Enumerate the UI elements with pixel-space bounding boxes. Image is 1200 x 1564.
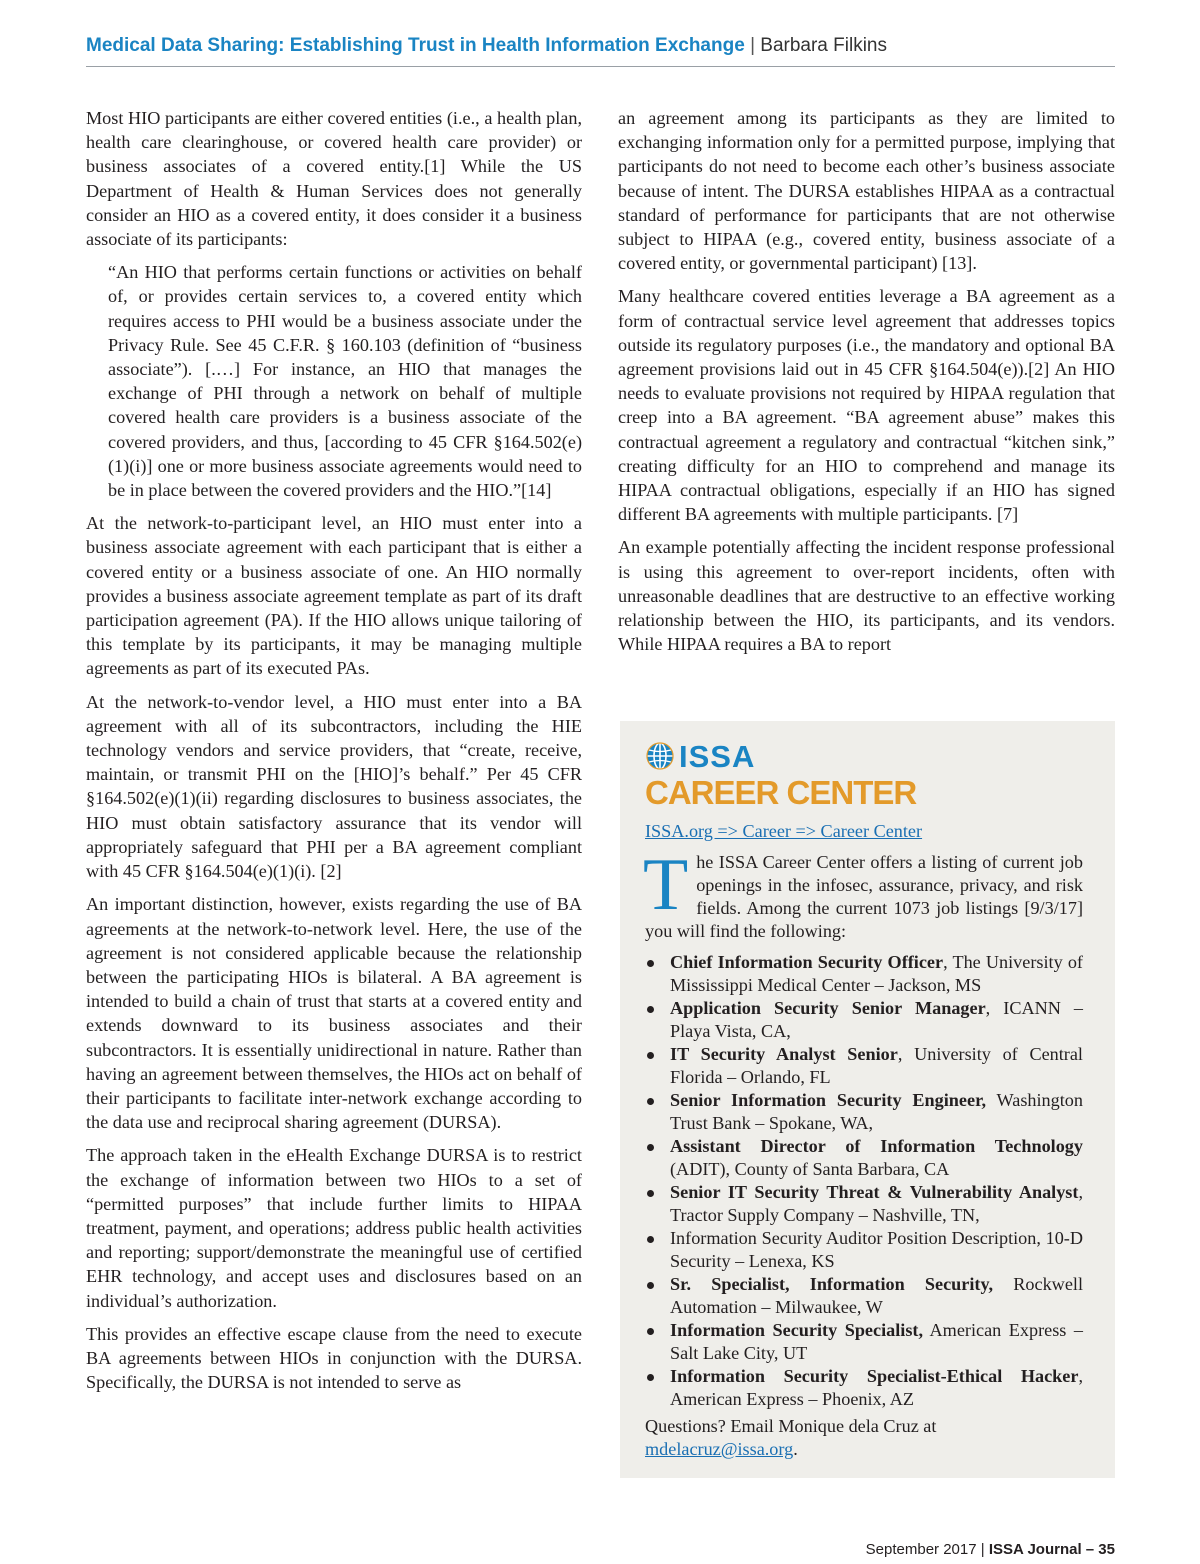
globe-icon xyxy=(645,741,675,771)
job-item xyxy=(645,1089,1083,1135)
right-column xyxy=(618,106,1115,665)
article-author: Barbara Filkins xyxy=(760,35,887,56)
paragraph: Many healthcare covered entities leverage a BA agreement as a form of contractual service level agreement that addresses topics outside its regulatory purposes (i.e., the mandatory and optional BA agreement provisions laid out in 45 CFR §164.504(e)).[2] An HIO needs to evaluate provisions not required by HIPAA regulation that creep into a BA agreement. “BA agreement abuse” makes this contractual agreement a regulatory and contractual “kitchen sink,” creating difficulty for an HIO to comprehend and manage its HIPAA contractual obligations, especially if an HIO has signed different BA agreements with multiple participants. [7] xyxy=(618,286,1115,525)
job-item xyxy=(645,1365,1083,1411)
running-header xyxy=(86,32,1115,67)
job-title: Sr. Specialist, Information Security, xyxy=(670,1274,994,1294)
left-column xyxy=(86,106,582,1403)
job-item xyxy=(645,1227,1083,1273)
sidebar-intro xyxy=(643,844,1083,943)
job-detail: (ADIT), County of Santa Barbara, CA xyxy=(670,1159,950,1179)
job-title: Information Security Specialist-Ethical Hacker xyxy=(670,1366,1079,1386)
paragraph: The approach taken in the eHealth Exchange DURSA is to restrict the exchange of information between two HIOs to a set of “permitted purposes” that include further limits to HIPAA treatment, payment, and operations; address public health activities and reporting; support/demonstrate the meaningful use of certified EHR technology, and accept uses and disclosures based on an individual’s authorization. xyxy=(86,1145,582,1311)
job-title: Application Security Senior Manager xyxy=(670,998,986,1018)
questions-period: . xyxy=(793,1439,798,1459)
job-item xyxy=(645,1273,1083,1319)
job-detail: Information Security Auditor Position Description, 10-D Security – Lenexa, KS xyxy=(670,1228,1083,1271)
paragraph: an agreement among its participants as they are limited to exchanging information only for a permitted purpose, implying that participants do not need to become each other’s business associate because of intent. The DURSA establishes HIPAA as a contractual standard of performance for participants that are not otherwise subject to HIPAA (e.g., covered entity, business associate of a covered entity, or governmental participant) [13]. xyxy=(618,108,1115,274)
paragraph: An important distinction, however, exists regarding the use of BA agreements at the network-to-network level. Here, the use of the agreement is not considered applicable because the relationship between the participating HIOs is bilateral. A BA agreement is intended to build a chain of trust that starts at a covered entity and extends downward to its business associates and their subcontractors. It is essentially unidirectional in nature. Rather than having an agreement between themselves, the HIOs act on behalf of their participants to facilitate inter-network exchange according to the data use and reciprocal sharing agreement (DURSA). xyxy=(86,894,582,1133)
job-item xyxy=(645,1319,1083,1365)
paragraph: An example potentially affecting the incident response professional is using this agreement to over-report incidents, often with unreasonable deadlines that are destructive to an effective working relationship between the HIO, its participants, and its vendors. While HIPAA requires a BA to report xyxy=(618,537,1115,655)
job-title: Chief Information Security Officer xyxy=(670,952,944,972)
job-item xyxy=(645,1181,1083,1227)
questions-line xyxy=(645,1415,1083,1461)
paragraph: At the network-to-vendor level, a HIO must enter into a BA agreement with all of its subcontractors, including the HIE technology vendors and service providers, that “create, receive, maintain, or transmit PHI on the [HIO]’s behalf.” Per 45 CFR §164.502(e)(1)(ii) regarding disclosures to business associates, the HIO must obtain satisfactory assurance that its vendor will appropriately safeguard that PHI per a BA agreement compliant with 45 CFR §164.504(e)(1)(i). [2] xyxy=(86,691,582,882)
paragraph: This provides an effective escape clause from the need to execute BA agreements between HIOs in conjunction with the DURSA. Specifically, the DURSA is not intended to serve as xyxy=(86,1323,582,1393)
job-item xyxy=(645,1135,1083,1181)
job-title: Information Security Specialist, xyxy=(670,1320,924,1340)
career-center-link[interactable]: ISSA.org => Career => Career Center xyxy=(645,821,923,841)
issa-logo-text: ISSA xyxy=(679,738,756,774)
job-title: IT Security Analyst Senior xyxy=(670,1044,898,1064)
job-detail: , American Express – Phoenix, AZ xyxy=(670,1366,1083,1409)
job-item xyxy=(645,1043,1083,1089)
job-title: Senior Information Security Engineer, xyxy=(670,1090,987,1110)
job-detail: Rockwell Automation – Milwaukee, W xyxy=(670,1274,1083,1317)
article-title: Medical Data Sharing: Establishing Trust in Health Information Exchange xyxy=(86,35,745,56)
job-detail: American Express – Salt Lake City, UT xyxy=(670,1320,1083,1363)
questions-text: Questions? Email Monique dela Cruz at xyxy=(645,1416,937,1436)
job-title: Senior IT Security Threat & Vulnerability Analyst xyxy=(670,1182,1079,1202)
job-detail: , The University of Mississippi Medical Center – Jackson, MS xyxy=(670,952,1083,995)
job-title: Assistant Director of Information Technology xyxy=(670,1136,1083,1156)
block-quote: “An HIO that performs certain functions or activities on behalf of, or provides certain services to, a covered entity which requires access to PHI would be a business associate under the Privacy Rule. See 45 C.F.R. § 160.103 (definition of “business associate”). [.…] For instance, an HIO that manages the exchange of PHI through a network on behalf of multiple covered health care providers is a business associate of the covered providers, and thus, [according to 45 CFR §164.502(e)(1)(i)] one or more business associate agreements would need to be in place between the covered providers and the HIO.”[14] xyxy=(108,262,582,501)
issa-logo xyxy=(645,739,1083,773)
job-item xyxy=(645,997,1083,1043)
intro-text: he ISSA Career Center offers a listing of current job openings in the infosec, assurance, privacy, and risk fields. Among the current 1073 job listings [9/3/17] you will find the following: xyxy=(645,852,1083,941)
job-detail: , Tractor Supply Company – Nashville, TN, xyxy=(670,1182,1083,1225)
footer-separator: | xyxy=(980,1541,985,1558)
paragraph: At the network-to-participant level, an HIO must enter into a business associate agreement with each participant that is either a covered entity or a business associate of one. An HIO normally provides a business associate agreement template as part of its draft participation agreement (PA). If the HIO allows unique tailoring of this template by its participants, it may be managing multiple agreements as part of its executed PAs. xyxy=(86,513,582,679)
career-center-sidebar xyxy=(620,721,1115,1478)
journal-page: ISSA Journal – 35 xyxy=(988,1541,1115,1558)
job-list xyxy=(645,951,1083,1411)
email-link[interactable]: mdelacruz@issa.org xyxy=(645,1439,794,1459)
drop-cap: T xyxy=(643,844,689,926)
header-separator: | xyxy=(750,35,755,56)
job-detail: , ICANN – Playa Vista, CA, xyxy=(670,998,1084,1041)
job-item xyxy=(645,951,1083,997)
page-footer xyxy=(866,1541,1115,1558)
job-detail: Washington Trust Bank – Spokane, WA, xyxy=(670,1090,1083,1133)
paragraph: Most HIO participants are either covered entities (i.e., a health plan, health care clearinghouse, or covered health care provider) or business associates of a covered entity.[1] While the US Department of Health & Human Services does not generally consider an HIO as a covered entity, it does consider it a business associate of its participants: xyxy=(86,108,582,250)
issue-date: September 2017 xyxy=(865,1541,977,1558)
job-detail: , University of Central Florida – Orlando, FL xyxy=(670,1044,1083,1087)
career-center-heading: CAREER CENTER xyxy=(645,774,917,811)
